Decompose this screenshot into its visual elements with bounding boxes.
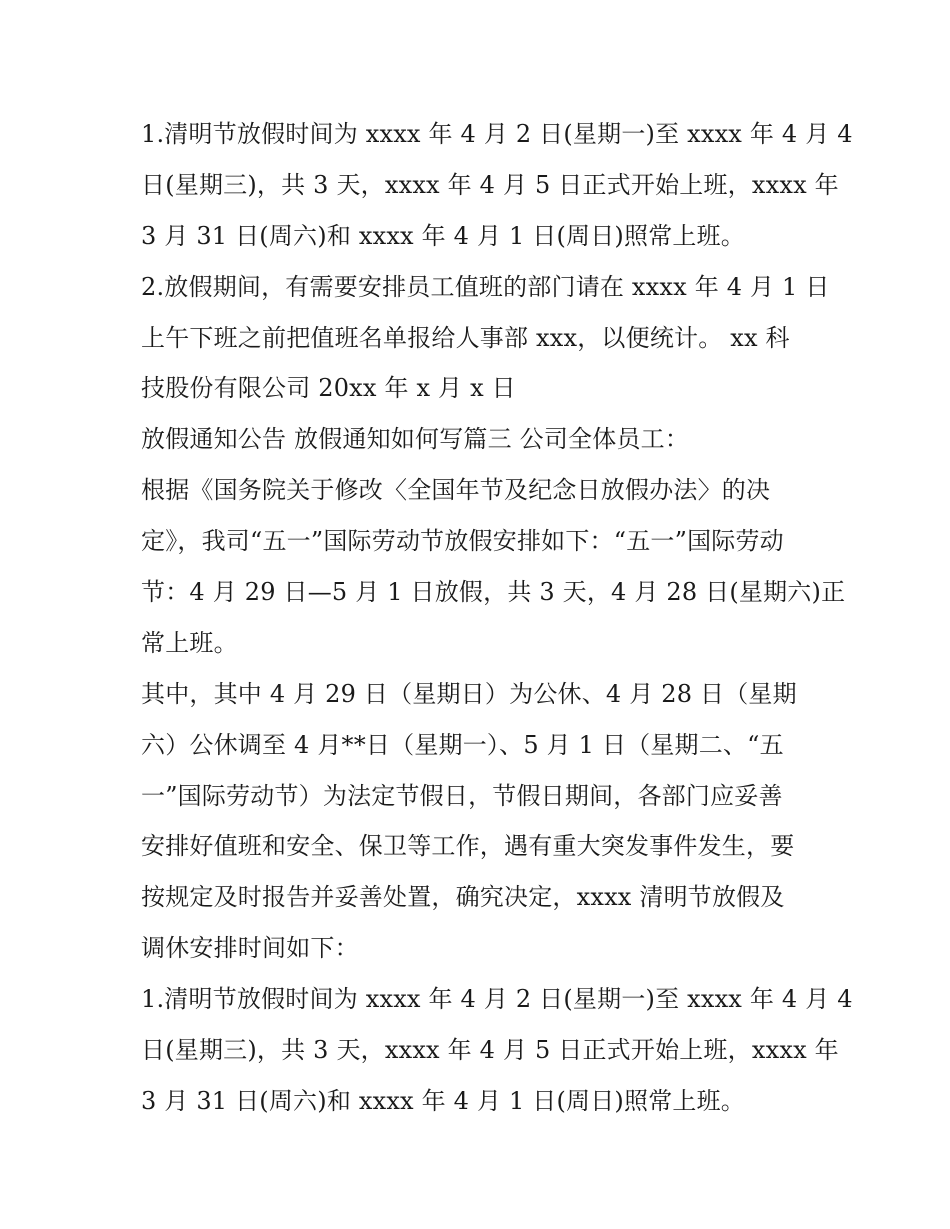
text-line: 技股份有限公司 20xx 年 x 月 x 日 xyxy=(141,374,516,403)
text-line: 1.清明节放假时间为 xxxx 年 4 月 2 日(星期一)至 xxxx 年 4 月 4 xyxy=(141,985,853,1014)
document-body xyxy=(141,109,853,1127)
text-line: 节：4 月 29 日—5 月 1 日放假，共 3 天，4 月 28 日(星期六)正 xyxy=(141,578,846,607)
text-line: 安排好值班和安全、保卫等工作，遇有重大突发事件发生，要 xyxy=(141,832,795,861)
text-line: 一”国际劳动节）为法定节假日，节假日期间，各部门应妥善 xyxy=(141,781,783,810)
text-line: 3 月 31 日(周六)和 xxxx 年 4 月 1 日(周日)照常上班。 xyxy=(141,1086,746,1115)
text-line: 按规定及时报告并妥善处置，确究决定，xxxx 清明节放假及 xyxy=(141,883,785,912)
text-line: 根据《国务院关于修改〈全国年节及纪念日放假办法〉的决 xyxy=(141,476,771,505)
text-line: 六）公休调至 4 月**日（星期一）、5 月 1 日（星期二、“五 xyxy=(141,730,784,759)
text-line: 上午下班之前把值班名单报给人事部 xxx，以便统计。 xx 科 xyxy=(141,323,790,352)
text-line: 日(星期三)，共 3 天，xxxx 年 4 月 5 日正式开始上班，xxxx 年 xyxy=(141,1036,839,1065)
text-line: 3 月 31 日(周六)和 xxxx 年 4 月 1 日(周日)照常上班。 xyxy=(141,221,746,250)
text-line: 1.清明节放假时间为 xxxx 年 4 月 2 日(星期一)至 xxxx 年 4 月 4 xyxy=(141,120,853,148)
text-line: 调休安排时间如下： xyxy=(141,934,359,963)
text-line: 定》，我司“五一”国际劳动节放假安排如下：“五一”国际劳动 xyxy=(141,527,784,556)
text-line: 放假通知公告 放假通知如何写篇三 公司全体员工： xyxy=(141,425,690,454)
text-line: 常上班。 xyxy=(141,628,238,657)
text-line: 日(星期三)，共 3 天，xxxx 年 4 月 5 日正式开始上班，xxxx 年 xyxy=(141,170,839,199)
text-line: 其中，其中 4 月 29 日（星期日）为公休、4 月 28 日（星期 xyxy=(141,679,797,708)
text-line: 2.放假期间，有需要安排员工值班的部门请在 xxxx 年 4 月 1 日 xyxy=(141,272,830,301)
